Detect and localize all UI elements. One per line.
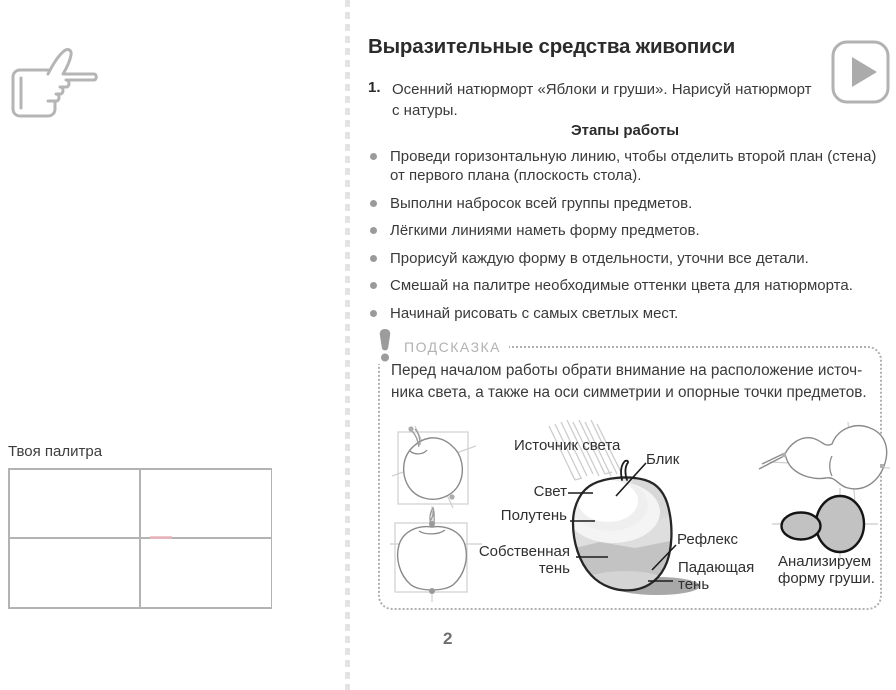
- label-reflex: Рефлекс: [677, 531, 739, 548]
- page-number: 2: [443, 629, 453, 648]
- pear-analysis-caption: Анализируем форму груши.: [778, 553, 875, 587]
- pear-shape-analysis: [772, 486, 880, 560]
- bullet-dot-icon: [370, 153, 377, 160]
- bullet-dot-icon: [370, 227, 377, 234]
- bullet-dot-icon: [370, 200, 377, 207]
- hint-label: ПОДСКАЗКА: [396, 339, 509, 355]
- label-light: Свет: [533, 483, 567, 500]
- label-own-shadow: Собственная тень: [478, 543, 570, 577]
- palette-cell[interactable]: [10, 539, 141, 607]
- task-text: Осенний натюрморт «Яблоки и груши». Нарисуй натюрморт с натуры.: [392, 81, 812, 119]
- bullet-dot-icon: [370, 310, 377, 317]
- step-item: Проведи горизонтальную линию, чтобы отделить второй план (стена) от первого плана (плоскость стола).: [368, 147, 890, 185]
- bullet-dot-icon: [370, 255, 377, 262]
- play-icon[interactable]: [831, 40, 890, 104]
- steps-list: [368, 147, 890, 331]
- step-item: Смешай на палитре необходимые оттенки цвета для натюрморта.: [368, 276, 890, 295]
- label-highlight: Блик: [646, 451, 680, 468]
- palette-title: Твоя палитра: [8, 443, 103, 460]
- bullet-dot-icon: [370, 282, 377, 289]
- step-item: Выполни набросок всей группы предметов.: [368, 194, 890, 213]
- palette-cell[interactable]: [10, 470, 141, 539]
- label-penumbra: Полутень: [500, 507, 567, 524]
- pointing-hand-icon: [8, 36, 100, 120]
- hint-text: ника света, а также на оси симметрии и опорные точки предметов.: [391, 384, 867, 401]
- task-number: 1.: [368, 79, 381, 96]
- book-spine-perforation: [345, 0, 350, 690]
- label-light-source: Источник света: [514, 437, 621, 454]
- step-item: Прорисуй каждую форму в отдельности, уточни все детали.: [368, 249, 890, 268]
- palette-cell[interactable]: [141, 539, 271, 607]
- print-artifact-mark: [150, 536, 172, 539]
- apple-construction-sketch-tilted: [392, 424, 476, 516]
- steps-heading: Этапы работы: [570, 122, 680, 139]
- page-title: Выразительные средства живописи: [368, 35, 736, 58]
- exclamation-icon: [377, 328, 393, 364]
- label-cast-shadow: Падающая тень: [678, 559, 755, 593]
- step-item: Начинай рисовать с самых светлых мест.: [368, 304, 890, 323]
- step-item: Лёгкими линиями наметь форму предметов.: [368, 221, 890, 240]
- hint-text: Перед началом работы обрати внимание на расположение источ-: [391, 362, 863, 379]
- palette-cell[interactable]: [141, 470, 271, 539]
- palette-table: [8, 468, 272, 609]
